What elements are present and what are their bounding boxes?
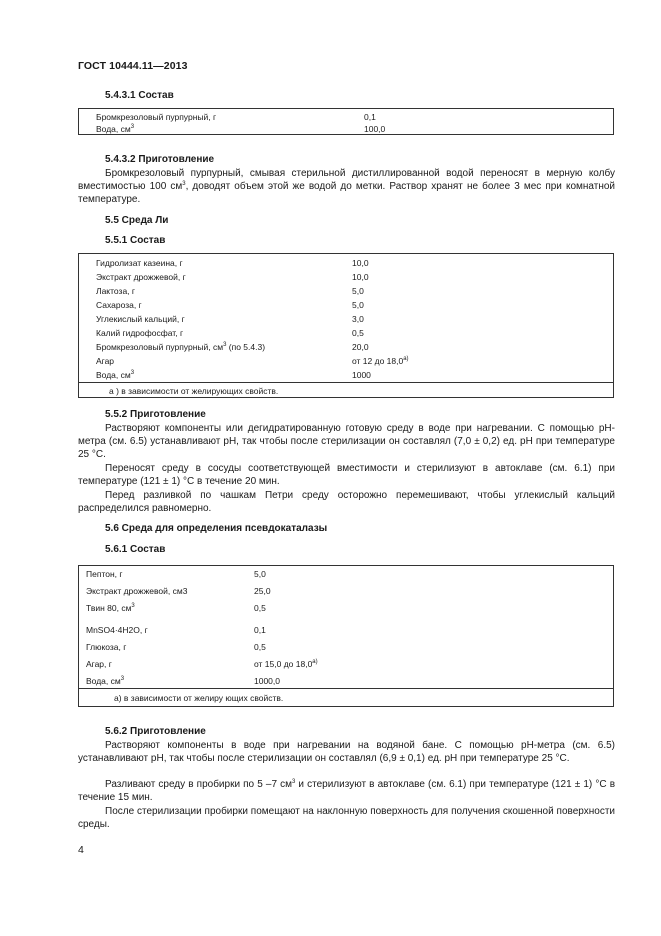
footnote-text: а) в зависимости от желиру ющих свойств.	[114, 693, 284, 703]
section-562-heading: 5.6.2 Приготовление	[105, 726, 206, 737]
component-value: 0,5	[254, 642, 266, 652]
component-name: Сахароза, г	[96, 300, 142, 310]
component-value: 3,0	[352, 314, 364, 324]
text-fragment: Разливают среду в пробирки по 5 –7 см	[105, 779, 292, 790]
component-name: Вода, см	[96, 124, 131, 134]
section-55-heading: 5.5 Среда Ли	[105, 215, 169, 226]
unit-superscript: 3	[223, 342, 227, 348]
section-551-heading: 5.5.1 Состав	[105, 235, 166, 246]
component-name: Лактоза, г	[96, 286, 135, 296]
component-value: 10,0	[352, 258, 369, 268]
unit-superscript: 3	[131, 603, 135, 609]
component-name: Вода, см	[86, 676, 121, 686]
text-fragment: и стерилизуют в автоклаве (см. 6.1) при температуре (121 ± 1) °С в течение 15 мин.	[78, 779, 616, 803]
component-name: Калий гидрофосфат, г	[96, 328, 184, 338]
section-56-heading: 5.6 Среда для определения псевдокаталазы	[105, 523, 328, 534]
component-name: Экстракт дрожжевой, см3	[86, 586, 188, 596]
component-value: 0,1	[254, 625, 266, 635]
section-552-heading: 5.5.2 Приготовление	[105, 409, 206, 420]
table-row	[86, 676, 124, 686]
page-number: 4	[78, 844, 84, 856]
paragraph-552-2: Переносят среду в сосуды соответствующей вместимости и стерилизуют в автоклаве (см. 6.1) при температуре (121 ± 1) °С в течение 20 мин.	[78, 463, 615, 487]
component-value: 20,0	[352, 342, 369, 352]
component-value: 5,0	[352, 286, 364, 296]
table-row	[96, 370, 134, 380]
unit-superscript: 3	[130, 124, 135, 130]
table-row	[86, 603, 135, 613]
text-fragment: , доводят объем этой же водой до метки. Раствор хранят не более 3 мес при комнатной температуре.	[78, 181, 615, 205]
component-value: 5,0	[352, 300, 364, 310]
component-value: 1000,0	[254, 676, 280, 686]
component-value: от 15,0 до 18,0	[254, 659, 313, 669]
component-value: от 12 до 18,0	[352, 356, 404, 366]
footnote-mark: а)	[403, 356, 409, 362]
component-name: Пептон, г	[86, 569, 123, 579]
table-row	[254, 659, 318, 669]
component-name: Агар	[96, 356, 115, 366]
component-name: Бромкрезоловый пурпурный, г	[96, 112, 217, 122]
component-reference: (по 5.4.3)	[226, 342, 266, 352]
table-row	[96, 124, 134, 134]
unit-superscript: 3	[291, 779, 296, 785]
component-name: Глюкоза, г	[86, 642, 127, 652]
table-row	[96, 342, 265, 352]
component-value: 0,5	[254, 603, 266, 613]
component-name: Вода, см	[96, 370, 131, 380]
paragraph-562-3: После стерилизации пробирки помещают на наклонную поверхность для получения скошенной поверхности среды.	[78, 806, 615, 830]
component-value: 10,0	[352, 272, 369, 282]
component-name: Углекислый кальций, г	[96, 314, 185, 324]
component-name: Экстракт дрожжевой, г	[96, 272, 186, 282]
table-row	[96, 112, 216, 122]
unit-superscript: 3	[120, 676, 125, 682]
section-5431-heading: 5.4.3.1 Состав	[105, 90, 174, 101]
footnote-mark: а)	[312, 659, 318, 665]
paragraph-562-2	[78, 778, 615, 804]
table-footnote	[79, 382, 613, 399]
table-row	[352, 356, 409, 366]
text-fragment: Бромкрезоловый пурпурный, смывая стерильной дистиллированной водой переносят в мерную колбу вместимостью 100 см	[78, 168, 615, 192]
component-name: Твин 80, см	[86, 603, 132, 613]
section-561-heading: 5.6.1 Состав	[105, 544, 166, 555]
component-value: 25,0	[254, 586, 271, 596]
footnote-text: а ) в зависимости от желирующих свойств.	[109, 386, 279, 396]
component-value: 0,1	[364, 112, 376, 122]
paragraph-562-1: Растворяют компоненты в воде при нагревании на водяной бане. С помощью рН-метра (см. 6.5) устанавливают рН, так чтобы после стерилизации он составлял (6,9 ± 0,1) ед. рН при температуре 25 °С.	[78, 740, 615, 764]
unit-superscript: 3	[130, 370, 135, 376]
component-value: 1000	[352, 370, 371, 380]
section-5432-heading: 5.4.3.2 Приготовление	[105, 154, 215, 165]
paragraph-5432	[78, 167, 615, 206]
component-name: Гидролизат казеина, г	[96, 258, 183, 268]
unit-superscript: 3	[182, 181, 186, 187]
composition-table-3	[78, 565, 614, 707]
document-header: ГОСТ 10444.11—2013	[78, 60, 188, 72]
component-name: Агар, г	[86, 659, 112, 669]
component-value: 100,0	[364, 124, 386, 134]
component-value: 0,5	[352, 328, 364, 338]
component-name: MnSO4·4H2O, г	[86, 625, 148, 635]
composition-table-2	[78, 253, 614, 398]
table-footnote	[79, 688, 613, 708]
component-name: Бромкрезоловый пурпурный, см	[96, 342, 224, 352]
component-value: 5,0	[254, 569, 266, 579]
paragraph-552-1: Растворяют компоненты или дегидратированную готовую среду в воде при нагревании. С помощью рН-метра (см. 6.5) устанавливают рН, так чтобы после стерилизации он составлял (7,0 ± 0,2) ед. рН при температуре 25 °С.	[78, 423, 615, 460]
composition-table-1	[78, 108, 614, 135]
paragraph-552-3: Перед разливкой по чашкам Петри среду осторожно перемешивают, чтобы углекислый кальций распределился равномерно.	[78, 490, 615, 514]
